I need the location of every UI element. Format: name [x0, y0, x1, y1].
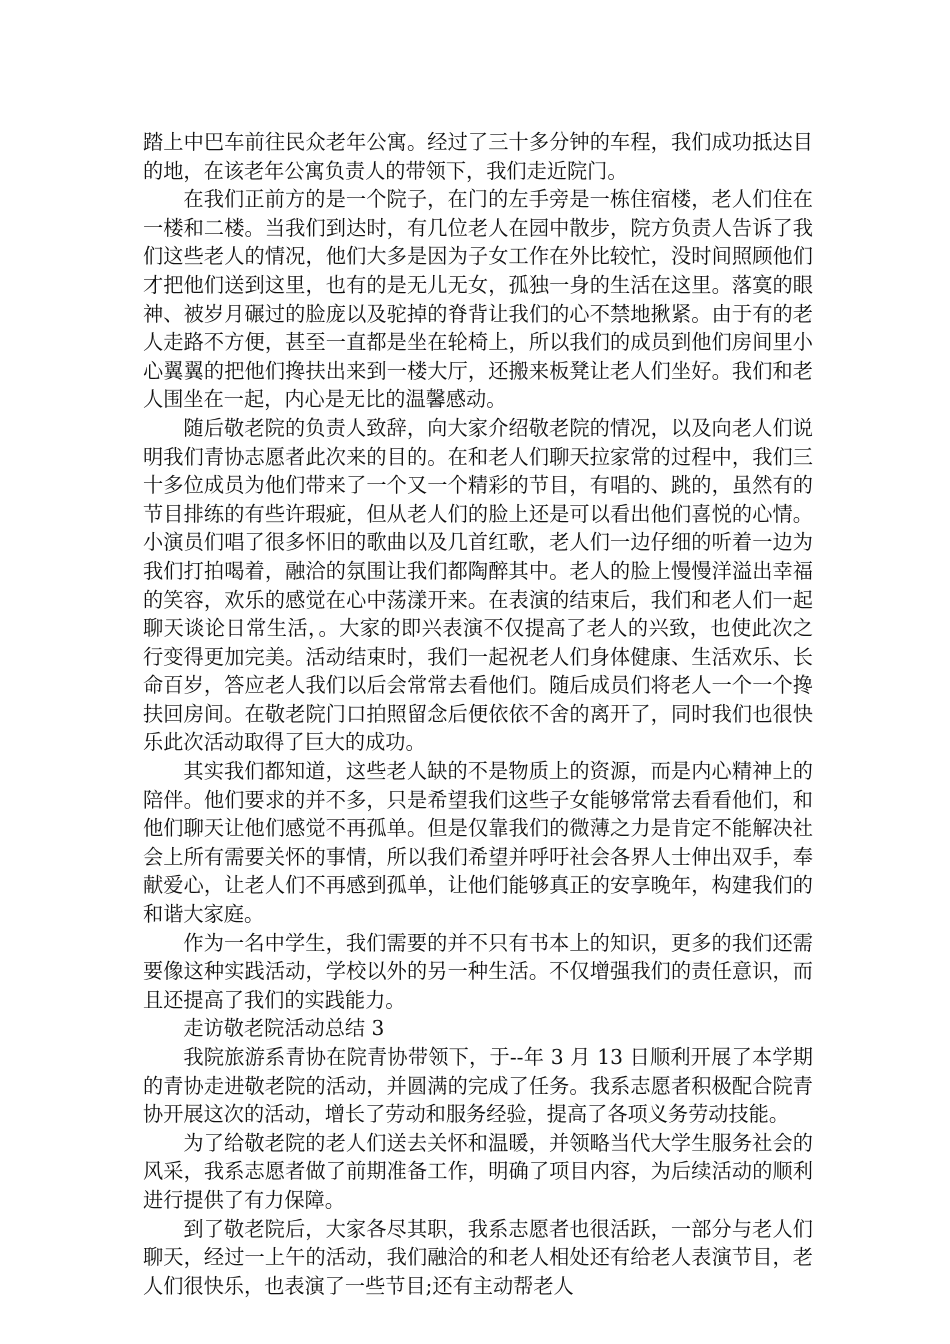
- paragraph-section-intro: 我院旅游系青协在院青协带领下，于--年 3 月 13 日顺利开展了本学期的青协走进敬老院的活动，并圆满的完成了任务。我系志愿者积极配合院青协开展这次的活动，增长了劳动和服务经验，提高了各项义务劳动技能。: [143, 1045, 813, 1127]
- document-page: [143, 128, 813, 1300]
- paragraph-courtyard: 在我们正前方的是一个院子，在门的左手旁是一栋住宿楼，老人们住在一楼和二楼。当我们到达时，有几位老人在园中散步，院方负责人告诉了我们这些老人的情况，他们大多是因为子女工作在外比较忙，没时间照顾他们才把他们送到这里，也有的是无儿无女，孤独一身的生活在这里。落寞的眼神、被岁月碾过的脸庞以及驼掉的脊背让我们的心不禁地揪紧。由于有的老人走路不方便，甚至一直都是坐在轮椅上，所以我们的成员到他们房间里小心翼翼的把他们搀扶出来到一楼大厅，还搬来板凳让老人们坐好。我们和老人围坐在一起，内心是无比的温馨感动。: [143, 187, 813, 412]
- section-title: 走访敬老院活动总结 3: [183, 1016, 385, 1041]
- paragraph-section-activity: 到了敬老院后，大家各尽其职，我系志愿者也很活跃，一部分与老人们聊天，经过一上午的活动，我们融洽的和老人相处还有给老人表演节目，老人们很快乐，也表演了一些节目;还有主动帮老人: [143, 1216, 813, 1298]
- paragraph-arrival: 踏上中巴车前往民众老年公寓。经过了三十多分钟的车程，我们成功抵达目的地，在该老年公寓负责人的带领下，我们走近院门。: [143, 130, 813, 183]
- paragraph-section-preparation: 为了给敬老院的老人们送去关怀和温暖，并领略当代大学生服务社会的风采，我系志愿者做了前期准备工作，明确了项目内容，为后续活动的顺利进行提供了有力保障。: [143, 1130, 813, 1212]
- paragraph-reflection: 其实我们都知道，这些老人缺的不是物质上的资源，而是内心精神上的陪伴。他们要求的并不多，只是希望我们这些子女能够常常去看看他们，和他们聊天让他们感觉不再孤单。但是仅靠我们的微薄之力是肯定不能解决社会上所有需要关怀的事情，所以我们希望并呼吁社会各界人士伸出双手，奉献爱心，让老人们不再感到孤单，让他们能够真正的安享晚年，构建我们的和谐大家庭。: [143, 759, 813, 927]
- paragraph-performance: 随后敬老院的负责人致辞，向大家介绍敬老院的情况，以及向老人们说明我们青协志愿者此次来的目的。在和老人们聊天拉家常的过程中，我们三十多位成员为他们带来了一个又一个精彩的节目，有唱的、跳的，虽然有的节目排练的有些许瑕疵，但从老人们的脸上还是可以看出他们喜悦的心情。小演员们唱了很多怀旧的歌曲以及几首红歌，老人们一边仔细的听着一边为我们打拍喝着，融洽的氛围让我们都陶醉其中。老人的脸上慢慢洋溢出幸福的笑容，欢乐的感觉在心中荡漾开来。在表演的结束后，我们和老人们一起聊天谈论日常生活，。大家的即兴表演不仅提高了老人的兴致，也使此次之行变得更加完美。活动结束时，我们一起祝老人们身体健康、生活欢乐、长命百岁，答应老人我们以后会常常去看他们。随后成员们将老人一个一个搀扶回房间。在敬老院门口拍照留念后便依依不舍的离开了，同时我们也很快乐此次活动取得了巨大的成功。: [143, 415, 813, 755]
- paragraph-conclusion: 作为一名中学生，我们需要的并不只有书本上的知识，更多的我们还需要像这种实践活动，学校以外的另一种生活。不仅增强我们的责任意识，而且还提高了我们的实践能力。: [143, 930, 813, 1012]
